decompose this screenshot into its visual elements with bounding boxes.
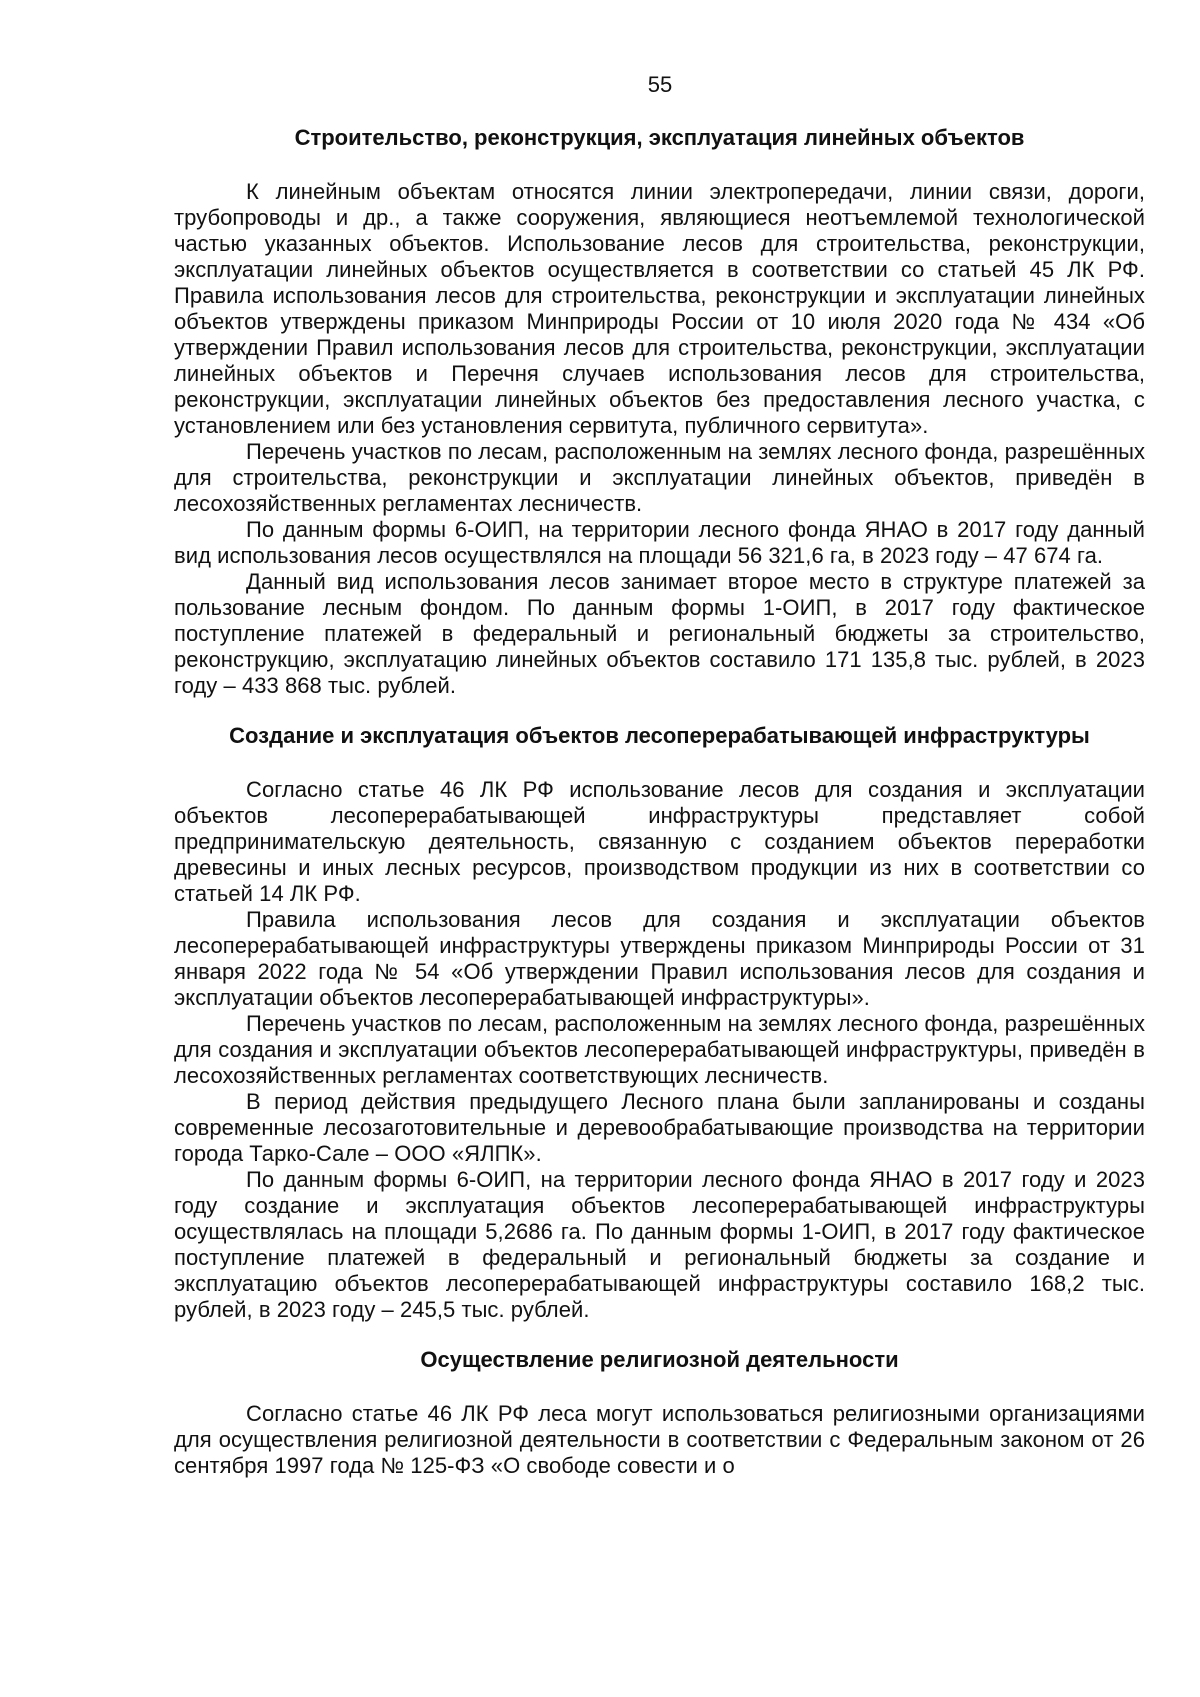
paragraph: Данный вид использования лесов занимает второе место в структуре платежей за пользование лесным фондом. По данным формы 1-ОИП, в 2017 году фактическое поступление платежей в федеральный и региональный бюджеты за строительство, реконструкцию, эксплуатацию линейных объектов составило 171 135,8 тыс. рублей, в 2023 году – 433 868 тыс. рублей. — [174, 569, 1145, 698]
section-wood-processing — [174, 723, 1145, 1323]
section-text — [174, 777, 1145, 1323]
paragraph: К линейным объектам относятся линии электропередачи, линии связи, дороги, трубопроводы и др., а также сооружения, являющиеся неотъемлемой технологической частью указанных объектов. Использование лесов для строительства, реконструкции, эксплуатации линейных объектов осуществляется в соответствии со статьей 45 ЛК РФ. Правила использования лесов для строительства, реконструкции и эксплуатации линейных объектов утверждены приказом Минприроды России от 10 июля 2020 года № 434 «Об утверждении Правил использования лесов для строительства, реконструкции, эксплуатации линейных объектов и Перечня случаев использования лесов для строительства, реконструкции, эксплуатации линейных объектов без предоставления лесного участка, с установлением или без установления сервитута, публичного сервитута». — [174, 179, 1145, 438]
page-number: 55 — [647, 72, 673, 97]
section-linear-objects — [174, 125, 1145, 699]
paragraph: Согласно статье 46 ЛК РФ леса могут использоваться религиозными организациями для осуществления религиозной деятельности в соответствии с Федеральным законом от 26 сентября 1997 года № 125-ФЗ «О свободе совести и о — [174, 1401, 1145, 1478]
section-heading: Осуществление религиозной деятельности — [420, 1347, 899, 1372]
paragraph: Согласно статье 46 ЛК РФ использование лесов для создания и эксплуатации объектов лесоперерабатывающей инфраструктуры представляет собой предпринимательскую деятельность, связанную с созданием объектов переработки древесины и иных лесных ресурсов, производством продукции из них в соответствии со статьей 14 ЛК РФ. — [174, 777, 1145, 906]
document-body — [174, 125, 1145, 1479]
paragraph: По данным формы 6-ОИП, на территории лесного фонда ЯНАО в 2017 году и 2023 году создание и эксплуатация объектов лесоперерабатывающей инфраструктуры осуществлялась на площади 5,2686 га. По данным формы 1-ОИП, в 2017 году фактическое поступление платежей в федеральный и региональный бюджеты за создание и эксплуатацию объектов лесоперерабатывающей инфраструктуры составило 168,2 тыс. рублей, в 2023 году – 245,5 тыс. рублей. — [174, 1167, 1145, 1322]
paragraph: Перечень участков по лесам, расположенным на землях лесного фонда, разрешённых для создания и эксплуатации объектов лесоперерабатывающей инфраструктуры, приведён в лесохозяйственных регламентах соответствующих лесничеств. — [174, 1011, 1145, 1088]
paragraph: Правила использования лесов для создания и эксплуатации объектов лесоперерабатывающей инфраструктуры утверждены приказом Минприроды России от 31 января 2022 года № 54 «Об утверждении Правил использования лесов для создания и эксплуатации объектов лесоперерабатывающей инфраструктуры». — [174, 907, 1145, 1010]
section-heading: Строительство, реконструкция, эксплуатация линейных объектов — [294, 125, 1025, 150]
section-text — [174, 1401, 1145, 1479]
section-heading: Создание и эксплуатация объектов лесоперерабатывающей инфраструктуры — [229, 723, 1090, 748]
paragraph: В период действия предыдущего Лесного плана были запланированы и созданы современные лесозаготовительные и деревообрабатывающие производства на территории города Тарко-Сале – ООО «ЯЛПК». — [174, 1089, 1145, 1166]
section-text — [174, 179, 1145, 699]
paragraph: По данным формы 6-ОИП, на территории лесного фонда ЯНАО в 2017 году данный вид использования лесов осуществлялся на площади 56 321,6 га, в 2023 году – 47 674 га. — [174, 517, 1145, 568]
section-religious-activity — [174, 1347, 1145, 1479]
paragraph: Перечень участков по лесам, расположенным на землях лесного фонда, разрешённых для строительства, реконструкции и эксплуатации линейных объектов, приведён в лесохозяйственных регламентах лесничеств. — [174, 439, 1145, 516]
